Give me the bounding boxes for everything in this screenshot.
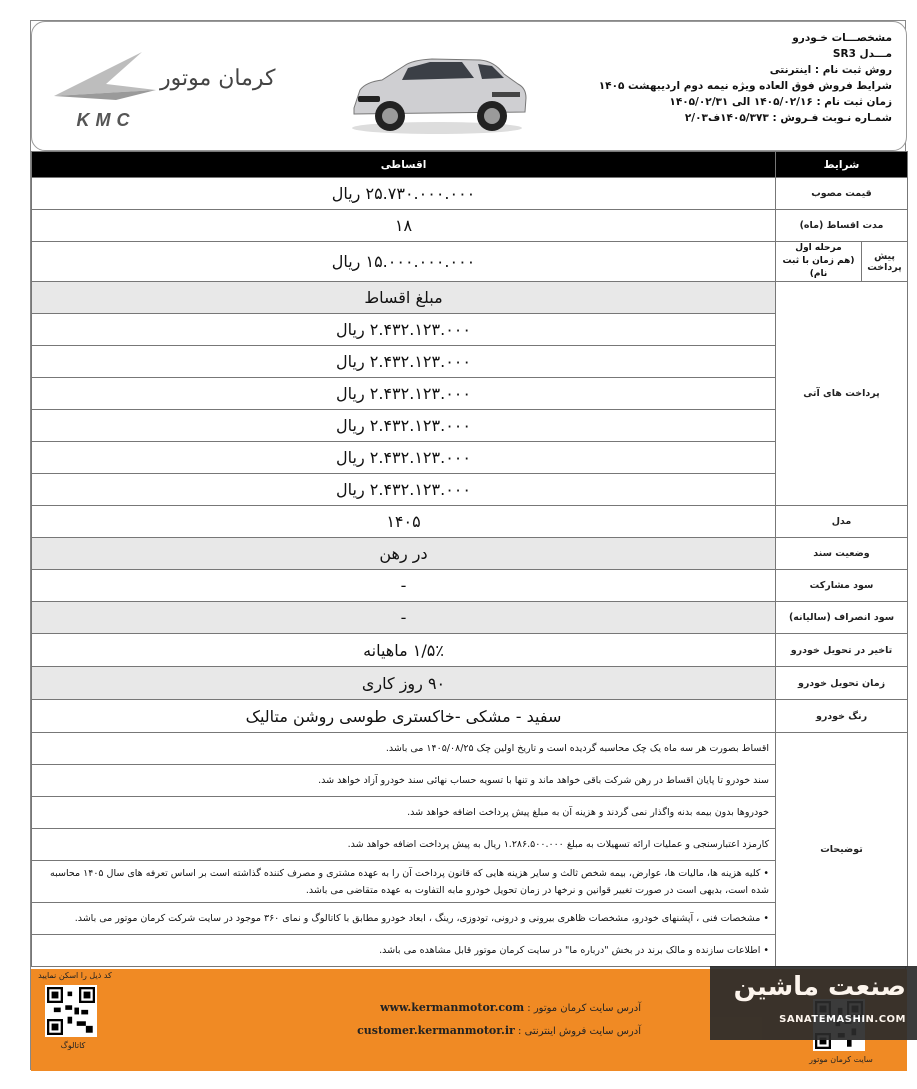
note-item: • مشخصات فنی ، آپشنهای خودرو، مشخصات ظاهری بیرونی و درونی، تودوزی، رینگ ، ابعاد خودرو مطابق با کاتالوگ و نمای ۳۶۰ موجود در سایت شرکت کرمان موتور می باشد. (32, 903, 776, 935)
approved-price-label: قیمت مصوب (776, 178, 908, 210)
brand-name: کرمان موتور (160, 66, 276, 91)
doc-status-label: وضعیت سند (776, 538, 908, 570)
cancel-profit-value: - (32, 602, 776, 634)
table-row (32, 506, 908, 538)
partnership-profit-value: - (32, 570, 776, 602)
table-row (32, 667, 908, 700)
table-row (32, 538, 908, 570)
doc-status-value: در رهن (32, 538, 776, 570)
note-item: سند خودرو تا پایان اقساط در رهن شرکت باقی خواهد ماند و تنها با تسویه حساب نهائی سند خودرو آزاد خواهد شد. (32, 765, 776, 797)
spec-conditions: شرایط فروش فوق العاده ویژه نیمه دوم اردیبهشت ۱۴۰۵ (598, 80, 892, 92)
col-conditions: شرایط (776, 152, 908, 178)
note-item: اقساط بصورت هر سه ماه یک چک محاسبه گردیده است و تاریخ اولین چک ۱۴۰۵/۰۸/۲۵ می باشد. (32, 733, 776, 765)
watermark-en: SANATEMASHIN.COM (779, 1014, 906, 1025)
site-links (321, 997, 641, 1043)
spec-registration-method: روش ثبت نام : اینترنتی (769, 64, 892, 76)
svg-text:KMC: KMC (76, 110, 136, 130)
table-row (32, 700, 908, 733)
kmc-logo (46, 44, 166, 134)
site-row (321, 997, 641, 1020)
qr-left-caption: کاتالوگ (60, 1041, 86, 1050)
watermark-fa: صنعت ماشین (733, 972, 906, 1002)
partnership-profit-label: سود مشارکت (776, 570, 908, 602)
installment-value: ۲.۴۳۲.۱۲۳.۰۰۰ ریال (32, 474, 776, 506)
installment-value: ۲.۴۳۲.۱۲۳.۰۰۰ ریال (32, 442, 776, 474)
price-table (31, 151, 908, 967)
delay-value: ۱/۵٪ ماهیانه (32, 634, 776, 667)
note-item: کارمزد اعتبارسنجی و عملیات ارائه تسهیلات به مبلغ ۱.۲۸۶.۵۰۰.۰۰۰ ریال به پیش پرداخت اضافه خواهد شد. (32, 829, 776, 861)
table-row (32, 242, 908, 282)
prepayment-label: پیش پرداخت (862, 242, 908, 282)
table-row (32, 733, 908, 765)
car-image (342, 38, 532, 138)
col-installment: اقساطی (32, 152, 776, 178)
installment-value: ۲.۴۳۲.۱۲۳.۰۰۰ ریال (32, 346, 776, 378)
notes-label: توضیحات (776, 733, 908, 967)
cancel-profit-label: سود انصراف (سالیانه) (776, 602, 908, 634)
spec-registration-time: زمان ثبت نام : ۱۴۰۵/۰۲/۱۶ الی ۱۴۰۵/۰۲/۳۱ (669, 96, 892, 108)
color-label: رنگ خودرو (776, 700, 908, 733)
installment-value: ۲.۴۳۲.۱۲۳.۰۰۰ ریال (32, 314, 776, 346)
price-sheet (30, 20, 906, 1070)
qr-left-instruction: کد ذیل را اسکن نمایید (38, 971, 112, 980)
term-value: ۱۸ (32, 210, 776, 242)
table-row (32, 602, 908, 634)
table-row (32, 210, 908, 242)
sheet-header (31, 21, 907, 151)
table-row (32, 570, 908, 602)
delay-label: تاخیر در تحویل خودرو (776, 634, 908, 667)
installment-amount-title: مبلغ اقساط (32, 282, 776, 314)
future-payments-label: پرداخت های آتی (776, 282, 908, 506)
color-value: سفید - مشکی -خاکستری طوسی روشن متالیک (32, 700, 776, 733)
delivery-label: زمان تحویل خودرو (776, 667, 908, 700)
note-item: خودروها بدون بیمه بدنه واگذار نمی گردند و هزینه آن به مبلغ پیش پرداخت اضافه خواهد شد. (32, 797, 776, 829)
site-label: آدرس سایت کرمان موتور : (527, 1003, 641, 1014)
note-item: • کلیه هزینه ها، مالیات ها، عوارض، بیمه شخص ثالث و سایر هزینه هایی که قانون پرداخت آن را به عهده مشتری و مصرف کننده گذاشته است بر اساس تعرفه های سال ۱۴۰۵ محاسبه شده است، بدیهی است در صورت تغییر قوانین و نرخها در زمان تحویل خودرو مابه التفاوت به عهده متقاضی می باشد. (32, 861, 776, 903)
installment-value: ۲.۴۳۲.۱۲۳.۰۰۰ ریال (32, 410, 776, 442)
table-row (32, 282, 908, 314)
installment-value: ۲.۴۳۲.۱۲۳.۰۰۰ ریال (32, 378, 776, 410)
spec-title: مشخصـــات خـودرو (792, 32, 892, 44)
shop-row (321, 1020, 641, 1043)
delivery-value: ۹۰ روز کاری (32, 667, 776, 700)
term-label: مدت اقساط (ماه) (776, 210, 908, 242)
site-url-link[interactable]: www.kermanmotor.com (380, 1001, 525, 1014)
spec-model: مـــدل SR3 (832, 48, 892, 60)
spec-sale-number: شمـاره نـوبت فـروش : ۱۴۰۵/۳۷۳ف۲/۰۳ (684, 112, 892, 124)
prepayment-value: ۱۵.۰۰۰.۰۰۰.۰۰۰ ریال (32, 242, 776, 282)
stage1-title: مرحله اول (795, 243, 842, 253)
model-value: ۱۴۰۵ (32, 506, 776, 538)
qr-right-caption: سایت کرمان موتور (809, 1055, 873, 1064)
stage1-subtitle: (هم زمان با ثبت نام) (782, 256, 855, 279)
shop-label: آدرس سایت فروش اینترنتی : (518, 1026, 641, 1037)
spec-block (512, 30, 892, 126)
approved-price-value: ۲۵.۷۳۰.۰۰۰.۰۰۰ ریال (32, 178, 776, 210)
stage1-label (776, 242, 862, 282)
table-row (32, 634, 908, 667)
table-row (32, 178, 908, 210)
model-label: مدل (776, 506, 908, 538)
table-header-row (32, 152, 908, 178)
note-item: • اطلاعات سازنده و مالک برند در بخش "درباره ما" در سایت کرمان موتور قابل مشاهده می باشد. (32, 935, 776, 967)
watermark (710, 966, 917, 1040)
qr-code-catalog[interactable] (45, 985, 97, 1037)
shop-url-link[interactable]: customer.kermanmotor.ir (357, 1024, 515, 1037)
